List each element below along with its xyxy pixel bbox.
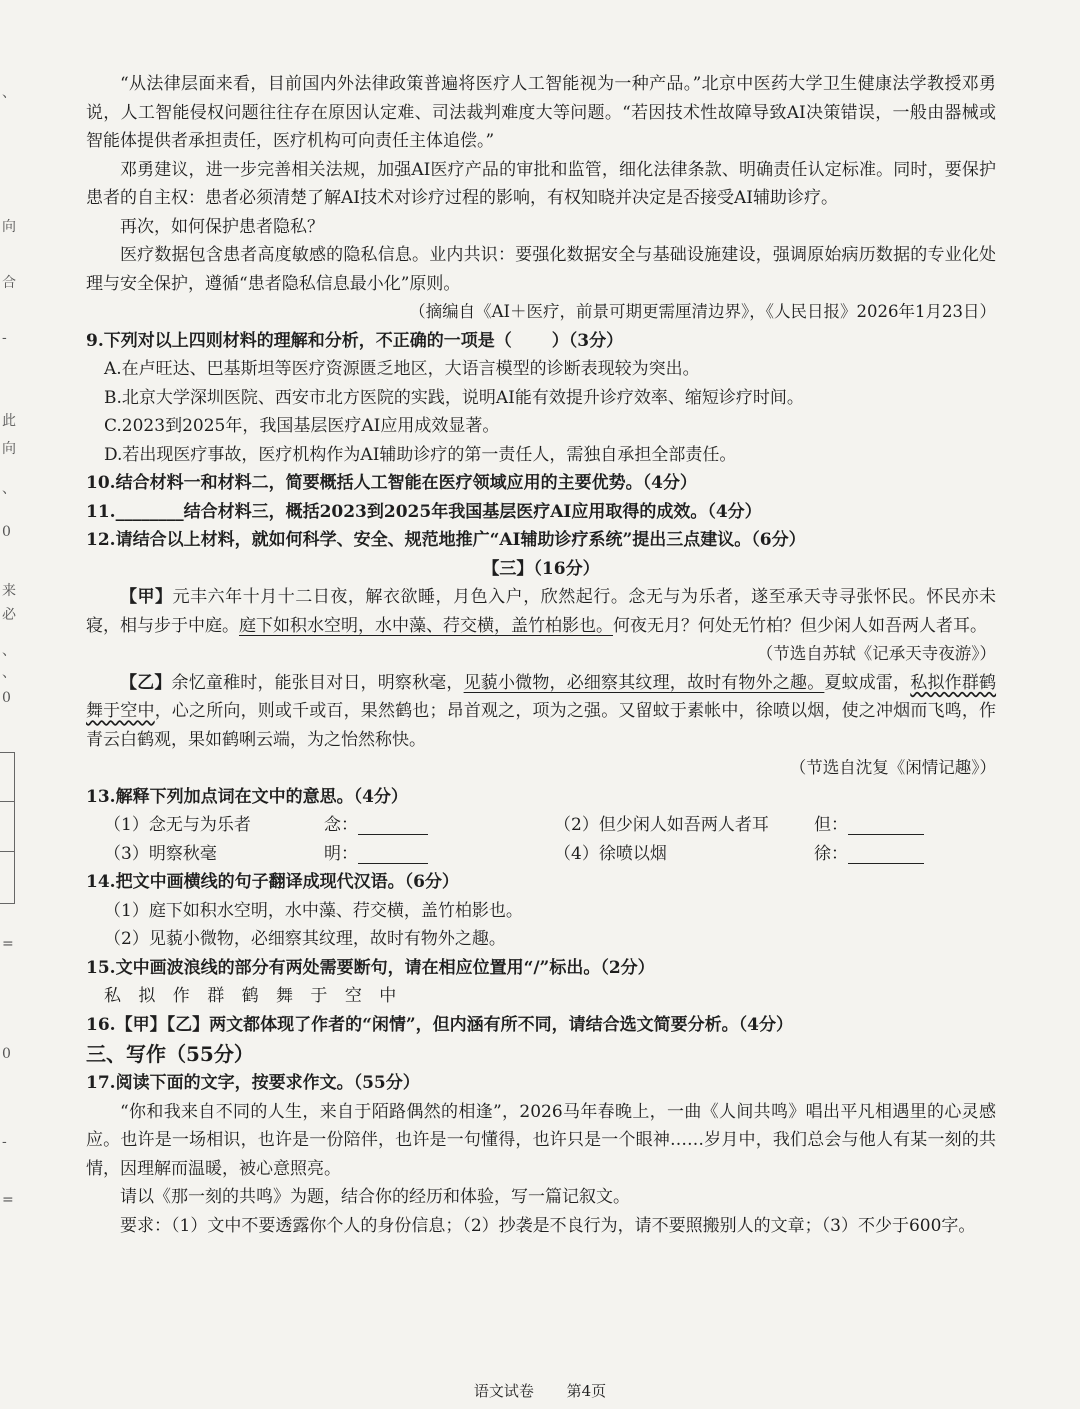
q13-word: 念： bbox=[324, 815, 358, 835]
yi-text-c: ，心之所向，则或千或百，果然鹤也；昂首观之，项为之强。又留蚊于素帐中，徐喷以烟，使之冲烟而飞鸣，作青云白鹤观，果如鹤唎云端，为之怡然称快。 bbox=[86, 701, 997, 750]
question-9-option-b: B.北京大学深圳医院、西安市北方医院的实践，说明AI能有效提升诊疗效率、缩短诊疗时间。 bbox=[104, 387, 804, 408]
binding-margin bbox=[0, 0, 22, 1409]
q13-word: 徐： bbox=[814, 843, 848, 864]
writing-requirements: 要求：（1）文中不要透露你个人的身份信息；（2）抄袭是不良行为，请不要照搬别人的文章；（3）不少于600字。 bbox=[120, 1215, 976, 1236]
jia-text-a: 元丰六年十月十二日夜，解衣欲睡，月色入户，欣然起行。念无与为乐者，遂至承天寺寻张怀民。怀民亦未寝，相与步于中庭。 bbox=[86, 587, 996, 636]
margin-mark: 向 bbox=[2, 219, 16, 235]
margin-mark: 向 bbox=[2, 441, 16, 457]
footer-page-number: 第4页 bbox=[566, 1382, 607, 1400]
passage-paragraph: 邓勇建议，进一步完善相关法规，加强AI医疗产品的审批和监管，细化法律条款、明确责任认定标准。同时，要保护患者的自主权：患者必须清楚了解AI技术对诊疗过程的影响，有权知晓并决定是否接受AI辅助诊疗。 bbox=[86, 159, 996, 208]
margin-mark: 、 bbox=[2, 85, 16, 101]
margin-mark: 0 bbox=[2, 690, 11, 706]
question-17: 17.阅读下面的文字，按要求作文。（55分） bbox=[86, 1073, 420, 1093]
writing-instruction: 请以《那一刻的共鸣》为题，结合你的经历和体验，写一篇记叙文。 bbox=[120, 1187, 630, 1207]
writing-prompt: “你和我来自不同的人生，来自于陌路偶然的相逢”，2026马年春晚上，一曲《人间共鸣》唱出平凡相遇里的心灵感应。也许是一场相识，也许是一份陪伴，也许是一句懂得，也许只是一个眼神……岁月中，我们总会与他人有某一刻的共情，因理解而温暖，被心意照亮。 bbox=[86, 1101, 996, 1179]
question-13-items bbox=[86, 811, 996, 868]
margin-mark: 0 bbox=[2, 524, 11, 540]
answer-blank[interactable] bbox=[848, 816, 924, 835]
q13-item-answer bbox=[814, 811, 1014, 840]
writing-section-title: 三、写作（55分） bbox=[86, 1042, 254, 1066]
yi-text-b: 夏蚊成雷， bbox=[824, 672, 911, 693]
q13-item-sentence: （2）但少闲人如吾两人者耳 bbox=[554, 815, 769, 835]
footer-subject: 语文试卷 bbox=[473, 1382, 534, 1400]
question-15-phrase: 私 拟 作 群 鹤 舞 于 空 中 bbox=[104, 986, 403, 1006]
passage-yi bbox=[86, 669, 996, 755]
question-9-option-d: D.若出现医疗事故，医疗机构作为AI辅助诊疗的第一责任人，需独自承担全部责任。 bbox=[104, 444, 737, 465]
yi-label: 【乙】 bbox=[120, 672, 172, 693]
page-footer bbox=[0, 1380, 1080, 1401]
passage-jia bbox=[86, 583, 996, 640]
margin-mark: = bbox=[2, 1192, 14, 1208]
section-3-title: 【三】（16分） bbox=[482, 558, 600, 579]
answer-blank[interactable] bbox=[358, 816, 428, 835]
jia-text-b: 何夜无月？何处无竹柏？但少闲人如吾两人者耳。 bbox=[613, 615, 987, 636]
margin-mark: 此 bbox=[2, 413, 16, 429]
answer-blank[interactable] bbox=[358, 845, 428, 864]
margin-mark: 合 bbox=[2, 275, 16, 291]
margin-box bbox=[0, 752, 15, 904]
yi-text-a: 余忆童稚时，能张目对日，明察秋毫， bbox=[171, 672, 464, 693]
question-9 bbox=[86, 327, 996, 356]
margin-mark: 来 bbox=[2, 583, 16, 599]
q13-item-sentence: （3）明察秋毫 bbox=[104, 843, 217, 864]
margin-mark: = bbox=[2, 936, 14, 952]
q13-word: 明： bbox=[324, 843, 358, 864]
yi-source: （节选自沈复《闲情记趣》） bbox=[789, 758, 996, 777]
question-9-option-c: C.2023到2025年，我国基层医疗AI应用成效显著。 bbox=[104, 416, 500, 436]
q13-item-sentence: （1）念无与为乐者 bbox=[104, 815, 251, 835]
exam-content bbox=[86, 70, 996, 1240]
question-16: 16.【甲】【乙】两文都体现了作者的“闲情”，但内涵有所不同，请结合选文简要分析。（4分） bbox=[86, 1014, 793, 1035]
q13-item-answer bbox=[324, 840, 554, 869]
question-15: 15.文中画波浪线的部分有两处需要断句，请在相应位置用“/”标出。（2分） bbox=[86, 957, 655, 978]
yi-underlined-sentence: 见藐小微物，必细察其纹理，故时有物外之趣。 bbox=[463, 672, 825, 693]
q13-word: 但： bbox=[814, 815, 848, 835]
jia-underlined-sentence: 庭下如积水空明，水中藻、荇交横，盖竹柏影也。 bbox=[239, 615, 613, 636]
q13-item-sentence: （4）徐喷以烟 bbox=[554, 843, 667, 864]
question-14-item: （1）庭下如积水空明，水中藻、荇交横，盖竹柏影也。 bbox=[104, 900, 523, 921]
yi-wavy-sentence: 私拟作群鹤舞于空中 bbox=[86, 672, 997, 721]
passage-paragraph: “从法律层面来看，目前国内外法律政策普遍将医疗人工智能视为一种产品。”北京中医药大学卫生健康法学教授邓勇说，人工智能侵权问题往往存在原因认定难、司法裁判难度大等问题。“若因技术性故障导致AI决策错误，一般由器械或智能体提供者承担责任，医疗机构可向责任主体追偿。” bbox=[86, 74, 996, 151]
margin-mark: 、 bbox=[2, 665, 16, 681]
margin-mark: - bbox=[2, 330, 7, 346]
question-14: 14.把文中画横线的句子翻译成现代汉语。（6分） bbox=[86, 872, 459, 892]
question-9-stem: 9.下列对以上四则材料的理解和分析，不正确的一项是（ bbox=[86, 330, 512, 351]
q13-item-answer bbox=[324, 811, 554, 840]
passage-source: （摘编自《AI＋医疗，前景可期更需厘清边界》，《人民日报》2026年1月23日） bbox=[409, 302, 996, 321]
question-10: 10.结合材料一和材料二，简要概括人工智能在医疗领域应用的主要优势。（4分） bbox=[86, 473, 697, 493]
passage-paragraph: 医疗数据包含患者高度敏感的隐私信息。业内共识：要强化数据安全与基础设施建设，强调原始病历数据的专业化处理与安全保护，遵循“患者隐私信息最小化”原则。 bbox=[86, 245, 996, 294]
question-13: 13.解释下列加点词在文中的意思。（4分） bbox=[86, 786, 408, 807]
margin-mark: 必 bbox=[2, 607, 16, 623]
margin-mark: 0 bbox=[2, 1046, 11, 1062]
question-9-score: ）（3分） bbox=[551, 330, 624, 351]
jia-label: 【甲】 bbox=[120, 587, 173, 607]
answer-blank[interactable] bbox=[848, 845, 924, 864]
margin-mark: 、 bbox=[2, 481, 16, 497]
question-11: 11.________结合材料三，概括2023到2025年我国基层医疗AI应用取得的成效。（4分） bbox=[86, 501, 762, 522]
margin-mark: - bbox=[2, 1134, 7, 1150]
question-9-option-a: A.在卢旺达、巴基斯坦等医疗资源匮乏地区，大语言模型的诊断表现较为突出。 bbox=[104, 359, 700, 379]
margin-mark: 、 bbox=[2, 643, 16, 659]
jia-source: （节选自苏轼《记承天寺夜游》） bbox=[756, 644, 996, 663]
question-14-item: （2）见藐小微物，必细察其纹理，故时有物外之趣。 bbox=[104, 929, 506, 949]
q13-item-answer bbox=[814, 840, 1014, 869]
passage-paragraph: 再次，如何保护患者隐私？ bbox=[120, 216, 324, 237]
question-12: 12.请结合以上材料，就如何科学、安全、规范地推广“AI辅助诊疗系统”提出三点建议。（6分） bbox=[86, 530, 806, 550]
